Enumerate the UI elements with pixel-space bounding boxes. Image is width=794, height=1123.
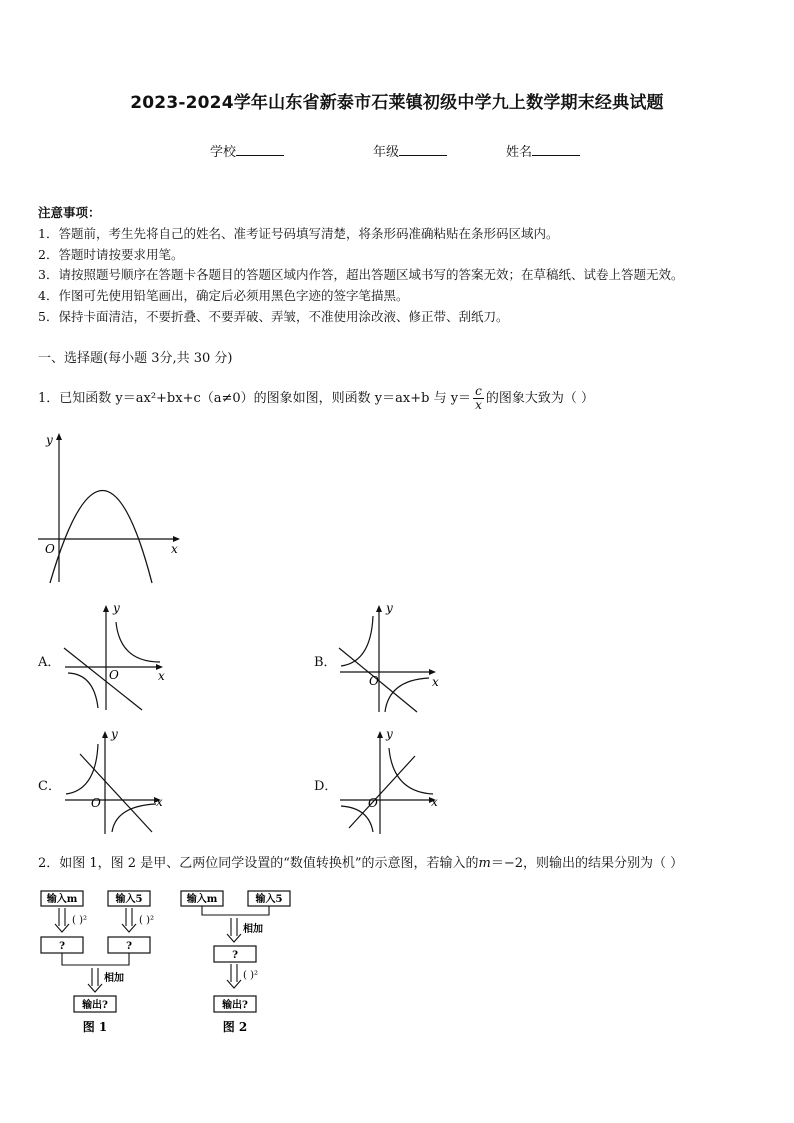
origin-label: O	[109, 668, 119, 682]
figure-1-flowchart	[36, 884, 171, 1039]
question-1-stem	[38, 385, 594, 412]
y-axis-label: y	[386, 601, 393, 615]
result-text: ?	[59, 941, 65, 952]
add-op: 相加	[243, 924, 263, 935]
q2-variable: m	[478, 856, 491, 871]
origin-label: O	[45, 542, 55, 556]
school-blank[interactable]	[236, 143, 284, 156]
x-axis-label: x	[171, 542, 178, 556]
hyperbola-branch	[385, 678, 429, 712]
result-text: ?	[126, 941, 132, 952]
figure-2-flowchart	[176, 884, 296, 1039]
hyperbola-branch	[112, 804, 156, 832]
hyperbola-branch	[341, 616, 373, 666]
y-axis-label: y	[46, 433, 53, 447]
merge-line	[62, 953, 129, 965]
page-title: 2023-2024学年山东省新泰市石莱镇初级中学九上数学期末经典试题	[130, 93, 664, 113]
y-axis-label: y	[386, 727, 393, 741]
q1-parabola-graph	[34, 428, 194, 588]
y-axis-label: y	[111, 727, 118, 741]
output-text: 输出?	[222, 1000, 248, 1011]
option-d-graph[interactable]	[335, 726, 445, 836]
option-b-graph[interactable]	[335, 600, 445, 715]
y-axis-arrow	[377, 731, 383, 738]
origin-label: O	[91, 796, 101, 810]
x-axis-label: x	[431, 795, 438, 809]
note-item: 2．答题时请按要求用笔。	[38, 246, 184, 262]
q1-frac-num: c	[473, 385, 484, 399]
school-field	[210, 141, 284, 160]
y-axis-arrow	[56, 433, 62, 440]
name-label: 姓名	[506, 145, 533, 160]
origin-label: O	[369, 674, 379, 688]
y-axis-arrow	[103, 605, 109, 612]
x-axis-label: x	[158, 669, 165, 683]
input-m-text: 输入m	[46, 894, 78, 905]
grade-blank[interactable]	[399, 143, 447, 156]
note-item: 3．请按照题号顺序在答题卡各题目的答题区域内作答，超出答题区域书写的答案无效；在草稿纸、试卷上答题无效。	[38, 267, 684, 283]
hyperbola-branch	[389, 748, 433, 794]
down-arrow	[55, 908, 69, 932]
q1-fraction	[473, 385, 484, 412]
down-arrow	[88, 968, 102, 992]
note-item: 4．作图可先使用铅笔画出，确定后必须用黑色字迹的签字笔描黑。	[38, 288, 409, 304]
note-item: 5．保持卡面清洁，不要折叠、不要弄破、弄皱，不准使用涂改液、修正带、刮纸刀。	[38, 308, 509, 324]
school-label: 学校	[210, 145, 237, 160]
parabola-curve	[50, 491, 152, 584]
line-graph	[64, 648, 142, 710]
option-b-label[interactable]: B．	[314, 655, 337, 670]
x-axis-label: x	[156, 795, 163, 809]
input-m-text: 输入m	[186, 894, 218, 905]
option-a-graph[interactable]	[60, 600, 170, 715]
output-text: 输出?	[82, 1000, 108, 1011]
option-d-label[interactable]: D．	[314, 779, 338, 794]
notes-block	[38, 203, 683, 328]
notes-heading: 注意事项：	[38, 205, 101, 220]
down-arrow	[227, 964, 241, 988]
merge-line	[202, 906, 269, 915]
figure-caption: 图 2	[222, 1020, 248, 1034]
y-axis-label: y	[113, 601, 120, 615]
down-arrow	[122, 908, 136, 932]
square-op: ( )²	[72, 915, 87, 926]
option-a-label[interactable]: A．	[38, 655, 61, 670]
grade-field	[373, 141, 447, 160]
hyperbola-branch	[116, 622, 160, 662]
down-arrow	[227, 918, 241, 942]
square-op: ( )²	[139, 915, 154, 926]
input-5-text: 输入5	[115, 894, 143, 905]
figure-caption: 图 1	[82, 1020, 108, 1034]
square-op: ( )²	[243, 970, 258, 981]
q2-prefix: 2．如图 1，图 2 是甲、乙两位同学设置的“数值转换机”的示意图，若输入的	[38, 856, 479, 871]
x-axis-label: x	[432, 675, 439, 689]
hyperbola-branch	[68, 673, 98, 708]
note-item: 1．答题前，考生先将自己的姓名、准考证号码填写清楚，将条形码准确粘贴在条形码区域内。	[38, 225, 559, 241]
q2-suffix: ＝−2，则输出的结果分别为（ ）	[490, 856, 684, 871]
grade-label: 年级	[373, 145, 400, 160]
name-field	[506, 141, 580, 160]
name-blank[interactable]	[532, 143, 580, 156]
q1-frac-den: x	[475, 398, 482, 412]
origin-label: O	[368, 796, 378, 810]
result-text: ?	[232, 950, 238, 961]
y-axis-arrow	[102, 731, 108, 738]
add-op: 相加	[104, 973, 124, 984]
q1-suffix: 的图象大致为（ ）	[485, 391, 594, 406]
option-c-label[interactable]: C．	[38, 779, 61, 794]
input-5-text: 输入5	[255, 894, 283, 905]
q1-prefix: 1．已知函数 y＝ax²+bx+c（a≠0）的图象如图，则函数 y＝ax+b 与 y＝	[38, 391, 472, 406]
question-2-stem	[38, 852, 683, 871]
line-graph	[349, 756, 415, 828]
y-axis-arrow	[376, 605, 382, 612]
section-heading: 一、选择题(每小题 3分,共 30 分)	[38, 351, 233, 366]
option-c-graph[interactable]	[60, 726, 170, 836]
